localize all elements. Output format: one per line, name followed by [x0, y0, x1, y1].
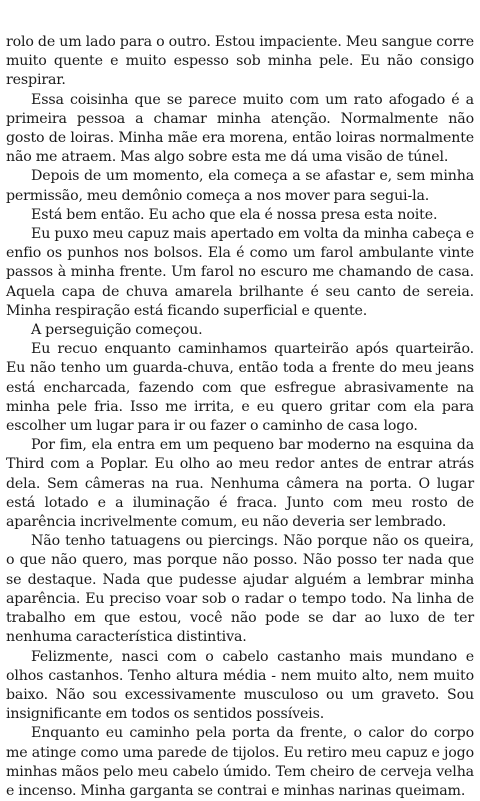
- paragraph: Eu puxo meu capuz mais apertado em volta da minha cabeça e enfio os punhos nos bolsos. Ela é como um farol ambulante vinte passos à minha frente. Um farol no escuro me chamando de casa. Aquela capa de chuva amarela brilhante é seu canto de sereia. Minha respiração está ficando superficial e quente.: [6, 226, 474, 319]
- paragraph: A perseguição começou.: [31, 322, 203, 339]
- paragraph: Essa coisinha que se parece muito com um rato afogado é a primeira pessoa a chamar minha atenção. Normalmente não gosto de loiras. Minha mãe era morena, então loiras normalmente não me atraem. Mas algo sobre esta me dá uma visão de túnel.: [6, 91, 474, 166]
- paragraph: Felizmente, nasci com o cabelo castanho mais mundano e olhos castanhos. Tenho altura média - nem muito alto, nem muito baixo. Não sou excessivamente musculoso ou um graveto. Sou insignificante em todos os sentidos possíveis.: [6, 648, 474, 723]
- paragraph: Não tenho tatuagens ou piercings. Não porque não os queira, o que não quero, mas porque não posso. Não posso ter nada que se destaque. Nada que pudesse ajudar alguém a lembrar minha aparência. Eu preciso voar sob o radar o tempo todo. Na linha de trabalho em que estou, você não pode se dar ao luxo de ter nenhuma característica distintiva.: [6, 533, 474, 646]
- paragraph: Enquanto eu caminho pela porta da frente, o calor do corpo me atinge como uma parede de tijolos. Eu retiro meu capuz e jogo minhas mãos pelo meu cabelo úmido. Tem cheiro de cerveja velha e incenso. Minha garganta se contrai e minhas narinas queimam.: [6, 725, 474, 799]
- paragraph: Está bem então. Eu acho que ela é nossa presa esta noite.: [31, 206, 438, 223]
- paragraph: Por fim, ela entra em um pequeno bar moderno na esquina da Third com a Poplar. Eu olho ao meu redor antes de entrar atrás dela. Sem câmeras na rua. Nenhuma câmera na porta. O lugar está lotado e a iluminação é fraca. Junto com meu rosto de aparência incrivelmente comum, eu não deveria ser lembrado.: [6, 437, 474, 531]
- book-page-text: [6, 33, 474, 801]
- paragraph: rolo de um lado para o outro. Estou impaciente. Meu sangue corre muito quente e muito espesso sob minha pele. Eu não consigo respirar.: [6, 34, 474, 89]
- paragraph: Eu recuo enquanto caminhamos quarteirão após quarteirão. Eu não tenho um guarda-chuva, então toda a frente do meu jeans está encharcada, fazendo com que esfregue abrasivamente na minha pele fria. Isso me irrita, e eu quero gritar com ela para escolher um lugar para ir ou fazer o caminho de casa logo.: [6, 341, 474, 435]
- paragraph: Depois de um momento, ela começa a se afastar e, sem minha permissão, meu demônio começa a nos mover para segui-la.: [6, 168, 474, 204]
